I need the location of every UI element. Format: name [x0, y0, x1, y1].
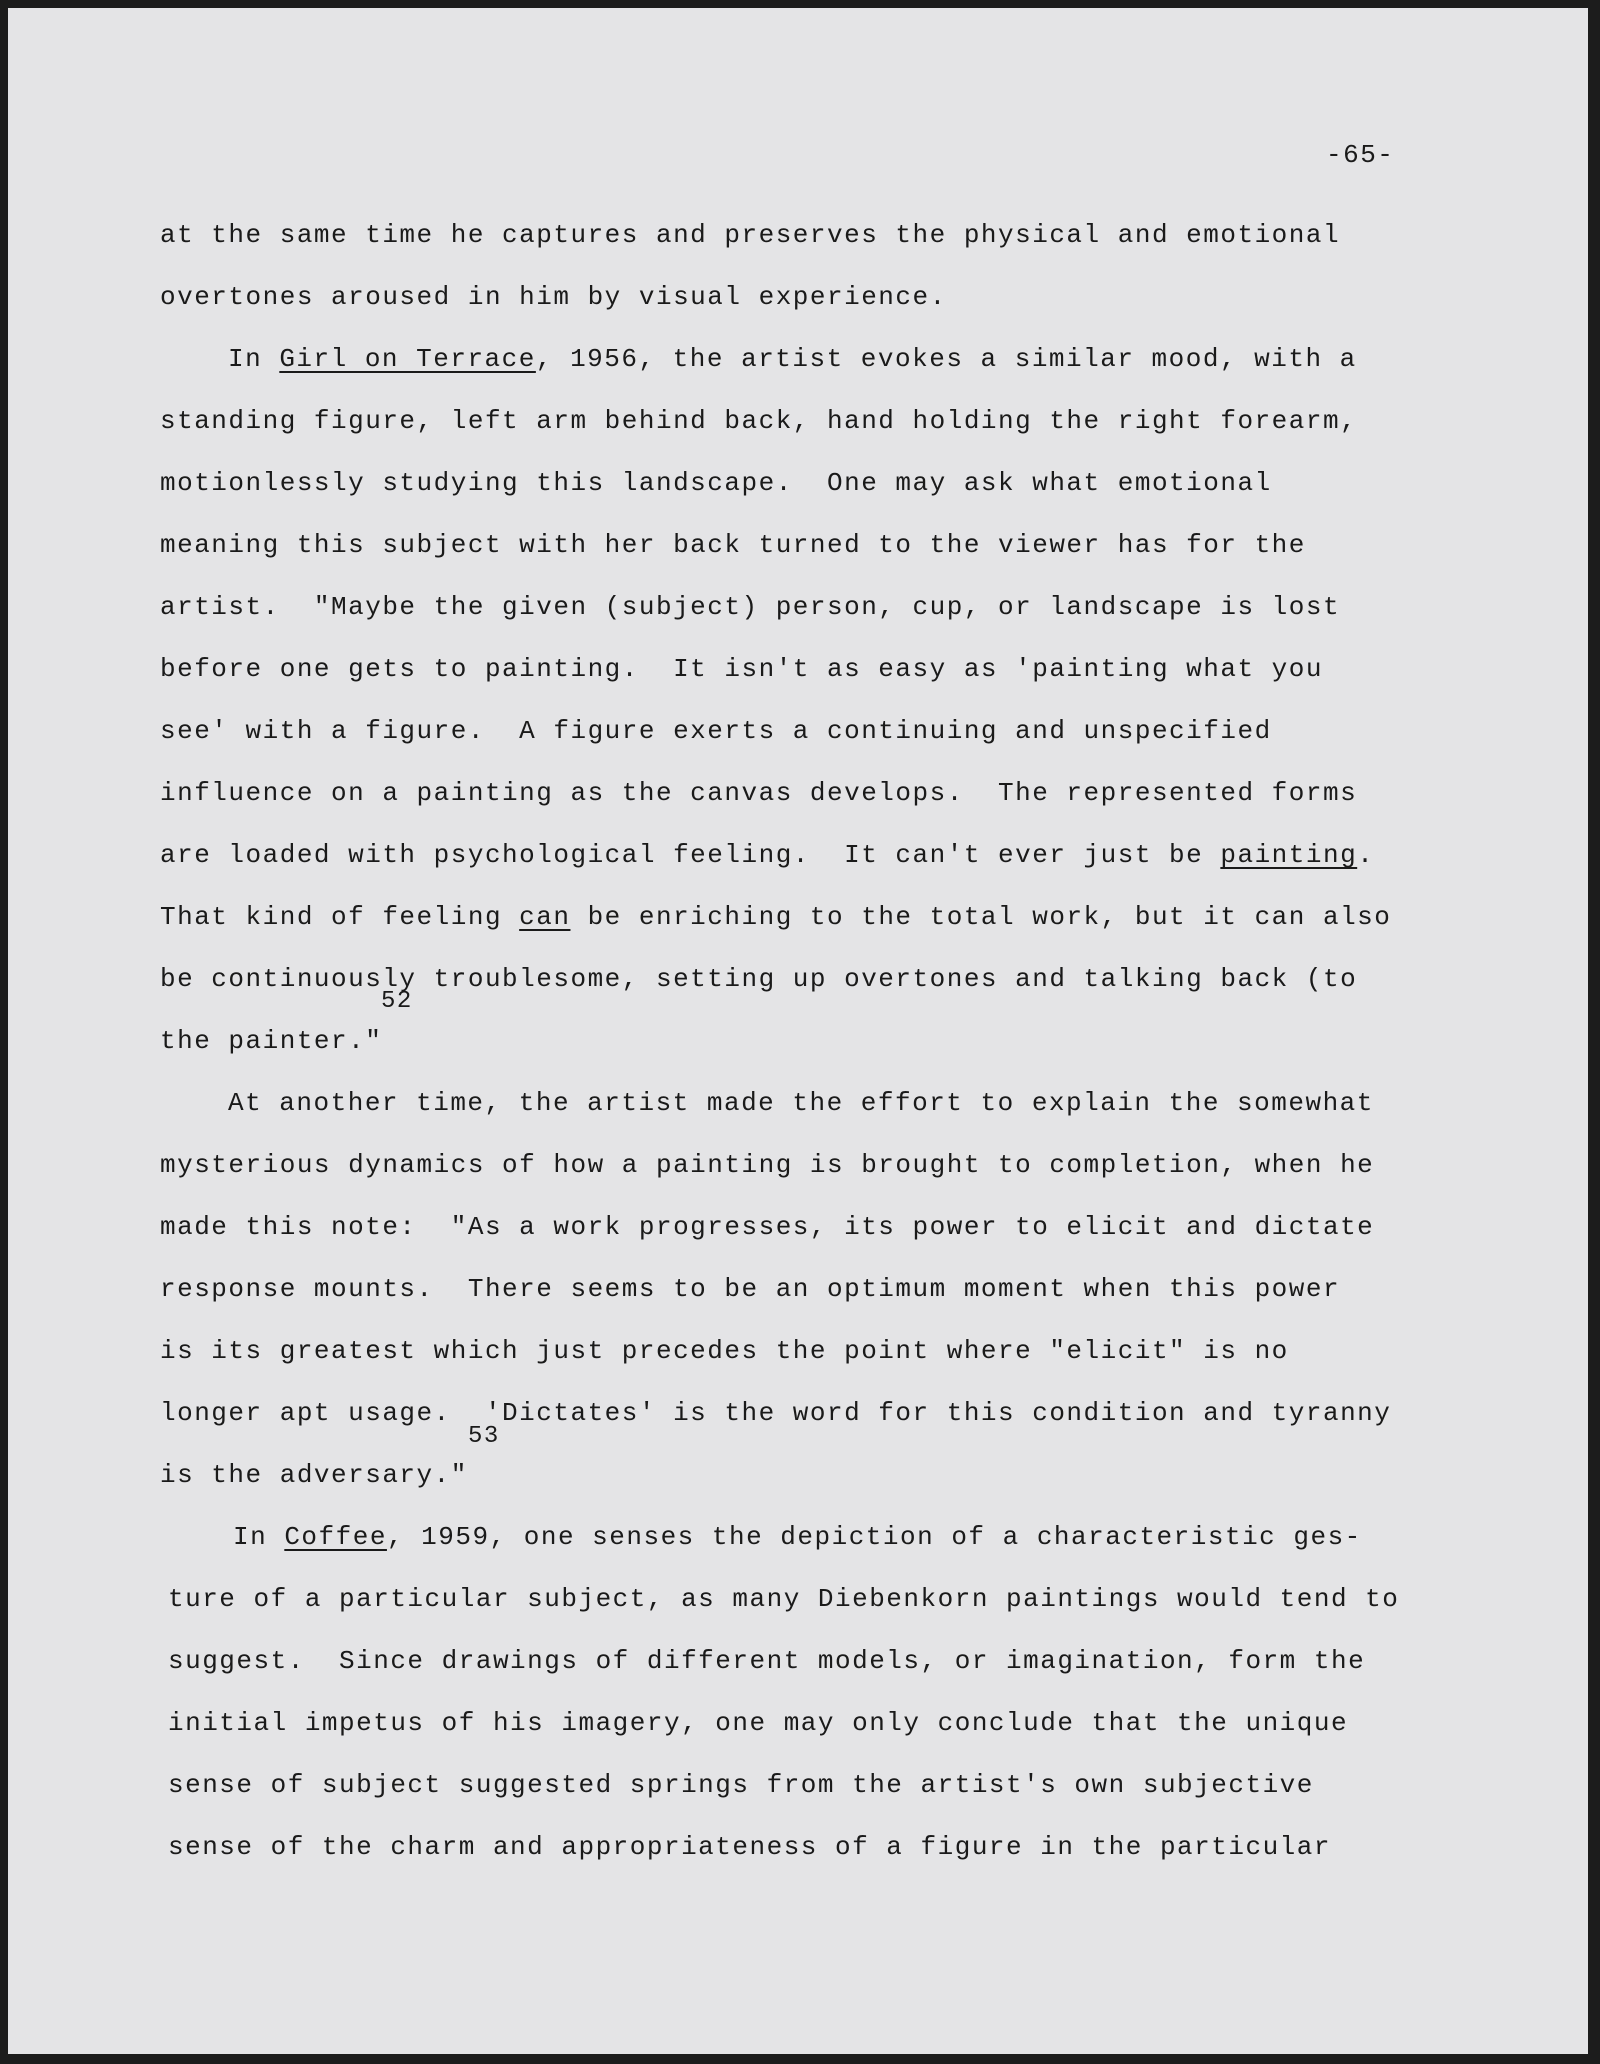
- text-line: [160, 964, 1357, 994]
- text-line: [168, 1832, 1331, 1862]
- text-line: [160, 530, 1306, 560]
- text-line: [160, 1398, 1391, 1428]
- text-run: motionlessly studying this landscape. One may ask what emotional: [160, 468, 1272, 498]
- text-run: That kind of feeling: [160, 902, 520, 932]
- text-run: be enriching to the total work, but it can also: [570, 902, 1392, 932]
- text-line: [160, 778, 1357, 808]
- footnote-ref-52: 52: [381, 988, 413, 1015]
- text-run: .: [1357, 840, 1375, 870]
- page-number: -65-: [1326, 140, 1395, 170]
- text-run: sense of subject suggested springs from the artist's own subjective: [168, 1770, 1314, 1800]
- text-run: overtones aroused in him by visual experience.: [160, 282, 947, 312]
- text-line: [160, 1026, 382, 1056]
- text-run: suggest. Since drawings of different models, or imagination, form the: [168, 1646, 1366, 1676]
- text-run: made this note: "As a work progresses, its power to elicit and dictate: [160, 1212, 1375, 1242]
- text-run: are loaded with psychological feeling. It can't ever just be: [160, 840, 1221, 870]
- text-run: ture of a particular subject, as many Diebenkorn paintings would tend to: [168, 1584, 1400, 1614]
- text-line: [160, 1460, 468, 1490]
- text-line: [168, 1584, 1399, 1614]
- text-run: the painter.": [160, 1026, 383, 1056]
- text-run: artist. "Maybe the given (subject) person, cup, or landscape is lost: [160, 592, 1341, 622]
- underlined-title: can: [519, 902, 571, 932]
- text-run: , 1959, one senses the depiction of a characteristic ges-: [386, 1522, 1362, 1552]
- underlined-title: painting: [1220, 840, 1358, 870]
- text-line: [160, 1336, 1289, 1366]
- document-page: [8, 8, 1588, 2054]
- text-line: [168, 1646, 1365, 1676]
- text-run: response mounts. There seems to be an optimum moment when this power: [160, 1274, 1341, 1304]
- text-line: [160, 1274, 1340, 1304]
- text-run: standing figure, left arm behind back, hand holding the right forearm,: [160, 406, 1358, 436]
- text-line: [160, 592, 1340, 622]
- text-run: meaning this subject with her back turned to the viewer has for the: [160, 530, 1306, 560]
- text-line: [160, 406, 1357, 436]
- text-line: [160, 282, 947, 312]
- text-run: longer apt usage. 'Dictates' is the word for this condition and tyranny: [160, 1398, 1392, 1428]
- text-run: At another time, the artist made the effort to explain the somewhat: [228, 1088, 1374, 1118]
- text-line: [160, 840, 1374, 870]
- text-line: [160, 654, 1323, 684]
- text-run: be continuously troublesome, setting up overtones and talking back (to: [160, 964, 1358, 994]
- text-line: [168, 1708, 1348, 1738]
- text-run: see' with a figure. A figure exerts a continuing and unspecified: [160, 716, 1272, 746]
- text-line: [168, 1770, 1314, 1800]
- text-run: sense of the charm and appropriateness of a figure in the particular: [168, 1832, 1331, 1862]
- text-line: [160, 468, 1272, 498]
- text-run: mysterious dynamics of how a painting is brought to completion, when he: [160, 1150, 1375, 1180]
- footnote-ref-53: 53: [468, 1423, 500, 1450]
- underlined-title: Girl on Terrace: [279, 344, 536, 374]
- text-run: is its greatest which just precedes the point where "elicit" is no: [160, 1336, 1289, 1366]
- text-run: In: [228, 344, 280, 374]
- text-line: [160, 716, 1272, 746]
- text-run: at the same time he captures and preserves the physical and emotional: [160, 220, 1341, 250]
- text-run: influence on a painting as the canvas develops. The represented forms: [160, 778, 1358, 808]
- text-run: , 1956, the artist evokes a similar mood, with a: [535, 344, 1357, 374]
- text-line: [228, 344, 1357, 374]
- text-line: [160, 902, 1391, 932]
- text-line: [160, 1150, 1374, 1180]
- text-line: [160, 220, 1340, 250]
- text-line: [160, 1212, 1374, 1242]
- text-line: [228, 1088, 1374, 1118]
- text-run: initial impetus of his imagery, one may only conclude that the unique: [168, 1708, 1349, 1738]
- text-run: In: [233, 1522, 285, 1552]
- underlined-title: Coffee: [284, 1522, 387, 1552]
- text-run: before one gets to painting. It isn't as easy as 'painting what you: [160, 654, 1323, 684]
- text-run: is the adversary.": [160, 1460, 468, 1490]
- text-line: [233, 1522, 1362, 1552]
